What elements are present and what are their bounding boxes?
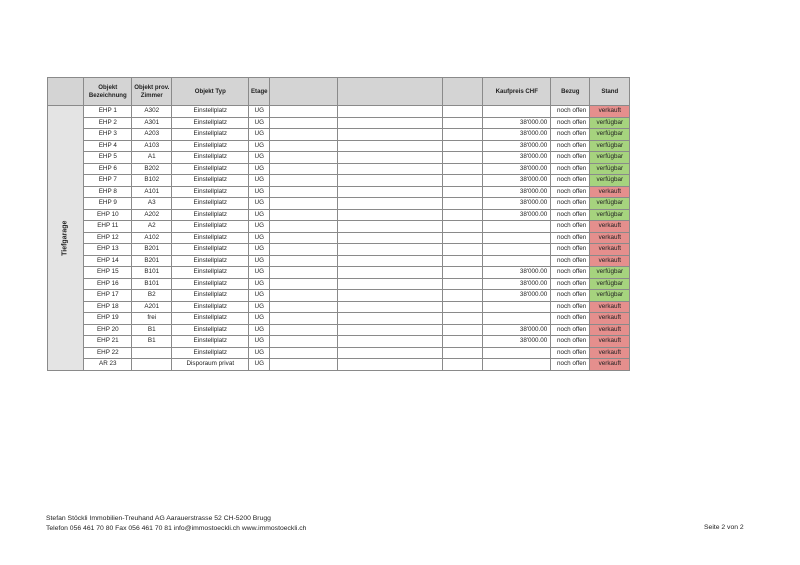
cell-typ: Einstellplatz xyxy=(172,140,249,152)
cell-etage: UG xyxy=(249,117,270,129)
cell-zimmer: A202 xyxy=(132,209,172,221)
cell-kaufpreis xyxy=(483,232,551,244)
cell-bezeichnung: EHP 7 xyxy=(84,175,132,187)
cell-empty xyxy=(270,106,338,118)
cell-empty xyxy=(338,140,443,152)
cell-stand: verkauft xyxy=(590,244,630,256)
cell-stand: verkauft xyxy=(590,359,630,371)
cell-stand: verfügbar xyxy=(590,290,630,302)
cell-etage: UG xyxy=(249,198,270,210)
cell-bezug: noch offen xyxy=(551,290,590,302)
cell-bezug: noch offen xyxy=(551,209,590,221)
cell-bezug: noch offen xyxy=(551,324,590,336)
cell-empty xyxy=(443,336,483,348)
cell-zimmer: A3 xyxy=(132,198,172,210)
cell-empty xyxy=(338,163,443,175)
cell-bezeichnung: EHP 14 xyxy=(84,255,132,267)
cell-empty xyxy=(270,117,338,129)
cell-etage: UG xyxy=(249,313,270,325)
cell-etage: UG xyxy=(249,301,270,313)
cell-typ: Einstellplatz xyxy=(172,209,249,221)
cell-bezug: noch offen xyxy=(551,278,590,290)
cell-kaufpreis: 38'000.00 xyxy=(483,163,551,175)
cell-bezeichnung: EHP 6 xyxy=(84,163,132,175)
cell-stand: verkauft xyxy=(590,313,630,325)
cell-empty xyxy=(270,186,338,198)
header-empty-2 xyxy=(338,78,443,106)
cell-empty xyxy=(338,301,443,313)
cell-typ: Einstellplatz xyxy=(172,129,249,141)
cell-empty xyxy=(270,198,338,210)
cell-stand: verfügbar xyxy=(590,267,630,279)
cell-typ: Einstellplatz xyxy=(172,313,249,325)
cell-empty xyxy=(270,163,338,175)
header-empty-3 xyxy=(443,78,483,106)
cell-zimmer: A302 xyxy=(132,106,172,118)
cell-empty xyxy=(338,152,443,164)
table-row xyxy=(48,209,676,221)
cell-zimmer xyxy=(132,359,172,371)
cell-etage: UG xyxy=(249,152,270,164)
cell-empty xyxy=(443,198,483,210)
cell-typ: Einstellplatz xyxy=(172,278,249,290)
cell-empty xyxy=(270,347,338,359)
cell-empty xyxy=(338,359,443,371)
cell-zimmer: A203 xyxy=(132,129,172,141)
table-row xyxy=(48,336,676,348)
cell-typ: Einstellplatz xyxy=(172,324,249,336)
cell-empty xyxy=(270,232,338,244)
cell-empty xyxy=(443,324,483,336)
table-row xyxy=(48,267,676,279)
cell-bezeichnung: EHP 2 xyxy=(84,117,132,129)
table-row xyxy=(48,129,676,141)
table-row xyxy=(48,324,676,336)
cell-bezug: noch offen xyxy=(551,313,590,325)
cell-kaufpreis: 38'000.00 xyxy=(483,278,551,290)
cell-empty xyxy=(338,129,443,141)
cell-empty xyxy=(338,347,443,359)
cell-empty xyxy=(270,140,338,152)
cell-empty xyxy=(270,255,338,267)
cell-empty xyxy=(270,129,338,141)
cell-typ: Einstellplatz xyxy=(172,347,249,359)
cell-typ: Disporaum privat xyxy=(172,359,249,371)
cell-kaufpreis xyxy=(483,301,551,313)
cell-etage: UG xyxy=(249,278,270,290)
footer-contact: Telefon 056 461 70 80 Fax 056 461 70 81 info@immostoeckli.ch www.immostoeckli.ch xyxy=(46,525,307,532)
cell-empty xyxy=(270,209,338,221)
table-row xyxy=(48,255,676,267)
cell-empty xyxy=(443,244,483,256)
cell-bezug: noch offen xyxy=(551,106,590,118)
table-row xyxy=(48,198,676,210)
cell-kaufpreis: 38'000.00 xyxy=(483,267,551,279)
cell-bezeichnung: EHP 10 xyxy=(84,209,132,221)
cell-zimmer: B101 xyxy=(132,267,172,279)
cell-stand: verkauft xyxy=(590,106,630,118)
cell-typ: Einstellplatz xyxy=(172,255,249,267)
cell-kaufpreis xyxy=(483,313,551,325)
cell-bezug: noch offen xyxy=(551,221,590,233)
cell-etage: UG xyxy=(249,347,270,359)
cell-zimmer: B202 xyxy=(132,163,172,175)
cell-empty xyxy=(443,140,483,152)
cell-stand: verkauft xyxy=(590,232,630,244)
footer-address: Stefan Stöckli Immobilien-Treuhand AG Aarauerstrasse 52 CH-5200 Brugg xyxy=(46,515,271,522)
cell-kaufpreis: 38'000.00 xyxy=(483,336,551,348)
group-label: Tiefgarage xyxy=(61,220,69,256)
cell-bezeichnung: EHP 5 xyxy=(84,152,132,164)
table-row xyxy=(48,313,676,325)
cell-bezug: noch offen xyxy=(551,255,590,267)
cell-empty xyxy=(443,209,483,221)
cell-kaufpreis xyxy=(483,221,551,233)
cell-stand: verfügbar xyxy=(590,278,630,290)
cell-stand: verkauft xyxy=(590,186,630,198)
cell-empty xyxy=(338,244,443,256)
cell-bezug: noch offen xyxy=(551,129,590,141)
cell-empty xyxy=(443,278,483,290)
cell-empty xyxy=(338,186,443,198)
header-bezeichnung: Objekt Bezeichnung xyxy=(84,78,132,106)
table-row xyxy=(48,140,676,152)
table-row xyxy=(48,244,676,256)
cell-typ: Einstellplatz xyxy=(172,232,249,244)
cell-kaufpreis: 38'000.00 xyxy=(483,129,551,141)
cell-stand: verfügbar xyxy=(590,129,630,141)
header-kaufpreis: Kaufpreis CHF xyxy=(483,78,551,106)
cell-empty xyxy=(443,255,483,267)
cell-etage: UG xyxy=(249,232,270,244)
cell-kaufpreis xyxy=(483,106,551,118)
cell-etage: UG xyxy=(249,106,270,118)
cell-typ: Einstellplatz xyxy=(172,221,249,233)
table-row xyxy=(48,163,676,175)
cell-typ: Einstellplatz xyxy=(172,186,249,198)
cell-empty xyxy=(270,267,338,279)
cell-typ: Einstellplatz xyxy=(172,175,249,187)
header-stand: Stand xyxy=(590,78,630,106)
cell-stand: verkauft xyxy=(590,221,630,233)
cell-typ: Einstellplatz xyxy=(172,290,249,302)
property-table-container xyxy=(47,77,676,371)
cell-etage: UG xyxy=(249,336,270,348)
cell-stand: verfügbar xyxy=(590,198,630,210)
cell-bezeichnung: EHP 11 xyxy=(84,221,132,233)
cell-typ: Einstellplatz xyxy=(172,336,249,348)
cell-bezeichnung: EHP 22 xyxy=(84,347,132,359)
cell-zimmer: A2 xyxy=(132,221,172,233)
cell-empty xyxy=(443,290,483,302)
cell-kaufpreis: 38'000.00 xyxy=(483,209,551,221)
cell-empty xyxy=(270,359,338,371)
cell-empty xyxy=(338,209,443,221)
cell-bezug: noch offen xyxy=(551,140,590,152)
table-row xyxy=(48,186,676,198)
cell-empty xyxy=(338,278,443,290)
cell-kaufpreis xyxy=(483,347,551,359)
header-etage: Etage xyxy=(249,78,270,106)
cell-empty xyxy=(338,232,443,244)
cell-zimmer: A1 xyxy=(132,152,172,164)
cell-empty xyxy=(443,359,483,371)
cell-bezug: noch offen xyxy=(551,198,590,210)
table-row xyxy=(48,347,676,359)
cell-bezeichnung: EHP 12 xyxy=(84,232,132,244)
cell-stand: verkauft xyxy=(590,347,630,359)
cell-kaufpreis: 38'000.00 xyxy=(483,290,551,302)
cell-stand: verfügbar xyxy=(590,140,630,152)
cell-typ: Einstellplatz xyxy=(172,163,249,175)
cell-empty xyxy=(338,313,443,325)
cell-zimmer: B1 xyxy=(132,324,172,336)
cell-zimmer: B102 xyxy=(132,175,172,187)
cell-etage: UG xyxy=(249,244,270,256)
cell-stand: verfügbar xyxy=(590,209,630,221)
cell-typ: Einstellplatz xyxy=(172,301,249,313)
cell-bezeichnung: EHP 16 xyxy=(84,278,132,290)
cell-zimmer: frei xyxy=(132,313,172,325)
cell-etage: UG xyxy=(249,255,270,267)
cell-kaufpreis xyxy=(483,359,551,371)
header-group xyxy=(48,78,84,106)
cell-stand: verfügbar xyxy=(590,152,630,164)
cell-kaufpreis: 38'000.00 xyxy=(483,198,551,210)
header-typ: Objekt Typ xyxy=(172,78,249,106)
table-row xyxy=(48,152,676,164)
cell-empty xyxy=(443,152,483,164)
cell-bezeichnung: EHP 19 xyxy=(84,313,132,325)
cell-empty xyxy=(443,117,483,129)
cell-stand: verkauft xyxy=(590,255,630,267)
cell-empty xyxy=(443,175,483,187)
cell-bezeichnung: EHP 21 xyxy=(84,336,132,348)
cell-bezug: noch offen xyxy=(551,244,590,256)
cell-kaufpreis: 38'000.00 xyxy=(483,186,551,198)
cell-empty xyxy=(443,301,483,313)
cell-empty xyxy=(443,129,483,141)
cell-bezeichnung: EHP 3 xyxy=(84,129,132,141)
cell-bezug: noch offen xyxy=(551,186,590,198)
cell-kaufpreis: 38'000.00 xyxy=(483,140,551,152)
cell-zimmer: B101 xyxy=(132,278,172,290)
cell-bezug: noch offen xyxy=(551,267,590,279)
cell-bezeichnung: EHP 9 xyxy=(84,198,132,210)
cell-empty xyxy=(443,186,483,198)
cell-empty xyxy=(270,175,338,187)
cell-zimmer: B2 xyxy=(132,290,172,302)
table-row xyxy=(48,359,676,371)
cell-etage: UG xyxy=(249,209,270,221)
header-zimmer: Objekt prov. Zimmer xyxy=(132,78,172,106)
cell-empty xyxy=(270,278,338,290)
cell-bezug: noch offen xyxy=(551,152,590,164)
cell-etage: UG xyxy=(249,163,270,175)
cell-typ: Einstellplatz xyxy=(172,106,249,118)
cell-kaufpreis: 38'000.00 xyxy=(483,117,551,129)
cell-empty xyxy=(443,106,483,118)
cell-etage: UG xyxy=(249,186,270,198)
cell-bezeichnung: EHP 20 xyxy=(84,324,132,336)
cell-kaufpreis: 38'000.00 xyxy=(483,152,551,164)
cell-bezeichnung: EHP 15 xyxy=(84,267,132,279)
cell-bezeichnung: EHP 8 xyxy=(84,186,132,198)
header-empty-1 xyxy=(270,78,338,106)
cell-bezeichnung: EHP 1 xyxy=(84,106,132,118)
cell-zimmer: A103 xyxy=(132,140,172,152)
cell-etage: UG xyxy=(249,221,270,233)
cell-etage: UG xyxy=(249,290,270,302)
cell-etage: UG xyxy=(249,267,270,279)
cell-stand: verfügbar xyxy=(590,117,630,129)
cell-stand: verfügbar xyxy=(590,163,630,175)
header-bezug: Bezug xyxy=(551,78,590,106)
cell-empty xyxy=(338,198,443,210)
cell-bezug: noch offen xyxy=(551,175,590,187)
cell-bezug: noch offen xyxy=(551,301,590,313)
cell-etage: UG xyxy=(249,140,270,152)
table-row xyxy=(48,106,676,118)
cell-empty xyxy=(338,267,443,279)
cell-zimmer: A101 xyxy=(132,186,172,198)
cell-kaufpreis xyxy=(483,255,551,267)
cell-empty xyxy=(270,290,338,302)
cell-empty xyxy=(443,163,483,175)
cell-empty xyxy=(270,152,338,164)
cell-empty xyxy=(338,175,443,187)
cell-kaufpreis xyxy=(483,244,551,256)
cell-empty xyxy=(270,313,338,325)
group-cell xyxy=(48,106,84,371)
cell-etage: UG xyxy=(249,359,270,371)
cell-stand: verkauft xyxy=(590,301,630,313)
cell-zimmer xyxy=(132,347,172,359)
cell-typ: Einstellplatz xyxy=(172,244,249,256)
cell-empty xyxy=(338,117,443,129)
cell-empty xyxy=(338,336,443,348)
cell-zimmer: A102 xyxy=(132,232,172,244)
cell-empty xyxy=(270,244,338,256)
cell-empty xyxy=(443,313,483,325)
cell-empty xyxy=(270,336,338,348)
cell-empty xyxy=(443,267,483,279)
table-row xyxy=(48,290,676,302)
cell-typ: Einstellplatz xyxy=(172,198,249,210)
cell-empty xyxy=(443,232,483,244)
cell-empty xyxy=(338,324,443,336)
cell-bezeichnung: EHP 18 xyxy=(84,301,132,313)
cell-bezeichnung: EHP 4 xyxy=(84,140,132,152)
cell-empty xyxy=(338,106,443,118)
table-row xyxy=(48,301,676,313)
cell-typ: Einstellplatz xyxy=(172,152,249,164)
cell-bezeichnung: EHP 17 xyxy=(84,290,132,302)
cell-empty xyxy=(443,221,483,233)
cell-empty xyxy=(270,324,338,336)
table-row xyxy=(48,175,676,187)
table-row xyxy=(48,221,676,233)
cell-etage: UG xyxy=(249,175,270,187)
page-number: Seite 2 von 2 xyxy=(704,524,744,531)
cell-bezug: noch offen xyxy=(551,117,590,129)
table-body xyxy=(48,106,676,371)
table-row xyxy=(48,278,676,290)
cell-kaufpreis: 38'000.00 xyxy=(483,324,551,336)
table-row xyxy=(48,232,676,244)
cell-empty xyxy=(338,221,443,233)
cell-zimmer: B201 xyxy=(132,244,172,256)
cell-bezug: noch offen xyxy=(551,163,590,175)
cell-typ: Einstellplatz xyxy=(172,267,249,279)
cell-zimmer: A301 xyxy=(132,117,172,129)
cell-bezeichnung: AR 23 xyxy=(84,359,132,371)
cell-empty xyxy=(270,301,338,313)
cell-empty xyxy=(443,347,483,359)
cell-etage: UG xyxy=(249,129,270,141)
cell-bezeichnung: EHP 13 xyxy=(84,244,132,256)
cell-empty xyxy=(270,221,338,233)
cell-typ: Einstellplatz xyxy=(172,117,249,129)
cell-zimmer: B201 xyxy=(132,255,172,267)
cell-bezug: noch offen xyxy=(551,347,590,359)
property-table xyxy=(47,77,676,371)
cell-zimmer: A201 xyxy=(132,301,172,313)
cell-bezug: noch offen xyxy=(551,336,590,348)
cell-kaufpreis: 38'000.00 xyxy=(483,175,551,187)
cell-stand: verkauft xyxy=(590,336,630,348)
cell-empty xyxy=(338,290,443,302)
footer xyxy=(46,514,306,534)
cell-etage: UG xyxy=(249,324,270,336)
cell-stand: verkauft xyxy=(590,324,630,336)
table-row xyxy=(48,117,676,129)
cell-bezug: noch offen xyxy=(551,359,590,371)
cell-zimmer: B1 xyxy=(132,336,172,348)
cell-bezug: noch offen xyxy=(551,232,590,244)
table-header-row xyxy=(48,78,676,106)
cell-empty xyxy=(338,255,443,267)
cell-stand: verfügbar xyxy=(590,175,630,187)
